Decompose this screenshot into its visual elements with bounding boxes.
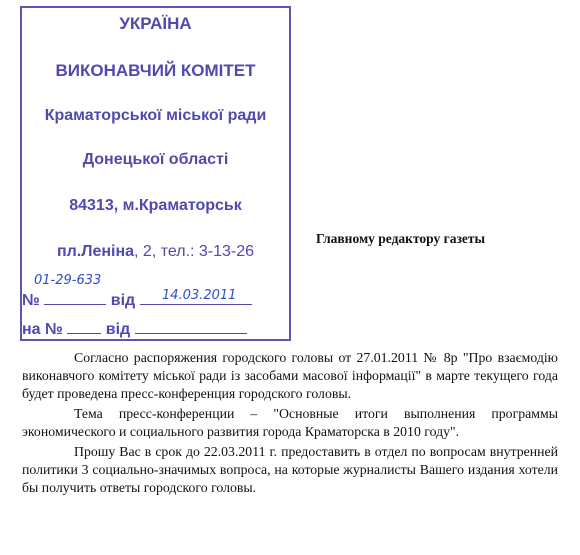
handwritten-date: 14.03.2011 <box>162 288 237 303</box>
recipient-line: Главному редактору газеты <box>316 231 486 246</box>
paragraph-1: Согласно распоряжения городского головы от 27.01.2011 № 8р "Про взаємодію виконавчого комітету міської ради із засобами масової інформації" в марте текущего года будет проведена пресс-конференция городского головы. <box>22 350 558 401</box>
stamp-committee: ВИКОНАВЧИЙ КОМІТЕТ <box>55 61 256 80</box>
official-stamp <box>20 6 291 341</box>
stamp-reply-from-label: від <box>105 321 131 338</box>
paragraph-2: Тема пресс-конференции – "Основные итоги выполнения программы экономического и социального развития города Краматорска в 2010 году". <box>22 406 558 439</box>
letter-body <box>22 349 558 499</box>
paragraph-3: Прошу Вас в срок до 22.03.2011 г. предоставить в отдел по вопросам внутренней политики 3 социально-значимых вопроса, на которые журналисты Вашего издания хотели бы получить ответы городского головы. <box>22 444 558 495</box>
stamp-region: Донецької області <box>82 151 229 168</box>
handwritten-reg-number: 01-29-633 <box>34 273 102 288</box>
number-underline <box>44 290 106 305</box>
reply-date-underline <box>135 319 247 334</box>
stamp-reply-row <box>22 319 247 339</box>
stamp-street: пл.Леніна <box>56 243 135 260</box>
stamp-address: 84313, м.Краматорськ <box>69 197 242 214</box>
stamp-country: УКРАЇНА <box>119 14 192 33</box>
stamp-reply-label: на № <box>22 321 63 338</box>
stamp-from-label: від <box>110 292 136 309</box>
reply-number-underline <box>67 319 101 334</box>
stamp-street-rest: , 2, тел.: 3-13-26 <box>134 243 255 260</box>
stamp-street-line <box>22 243 289 261</box>
stamp-council: Краматорської міської ради <box>44 107 267 124</box>
stamp-number-label: № <box>22 292 40 309</box>
